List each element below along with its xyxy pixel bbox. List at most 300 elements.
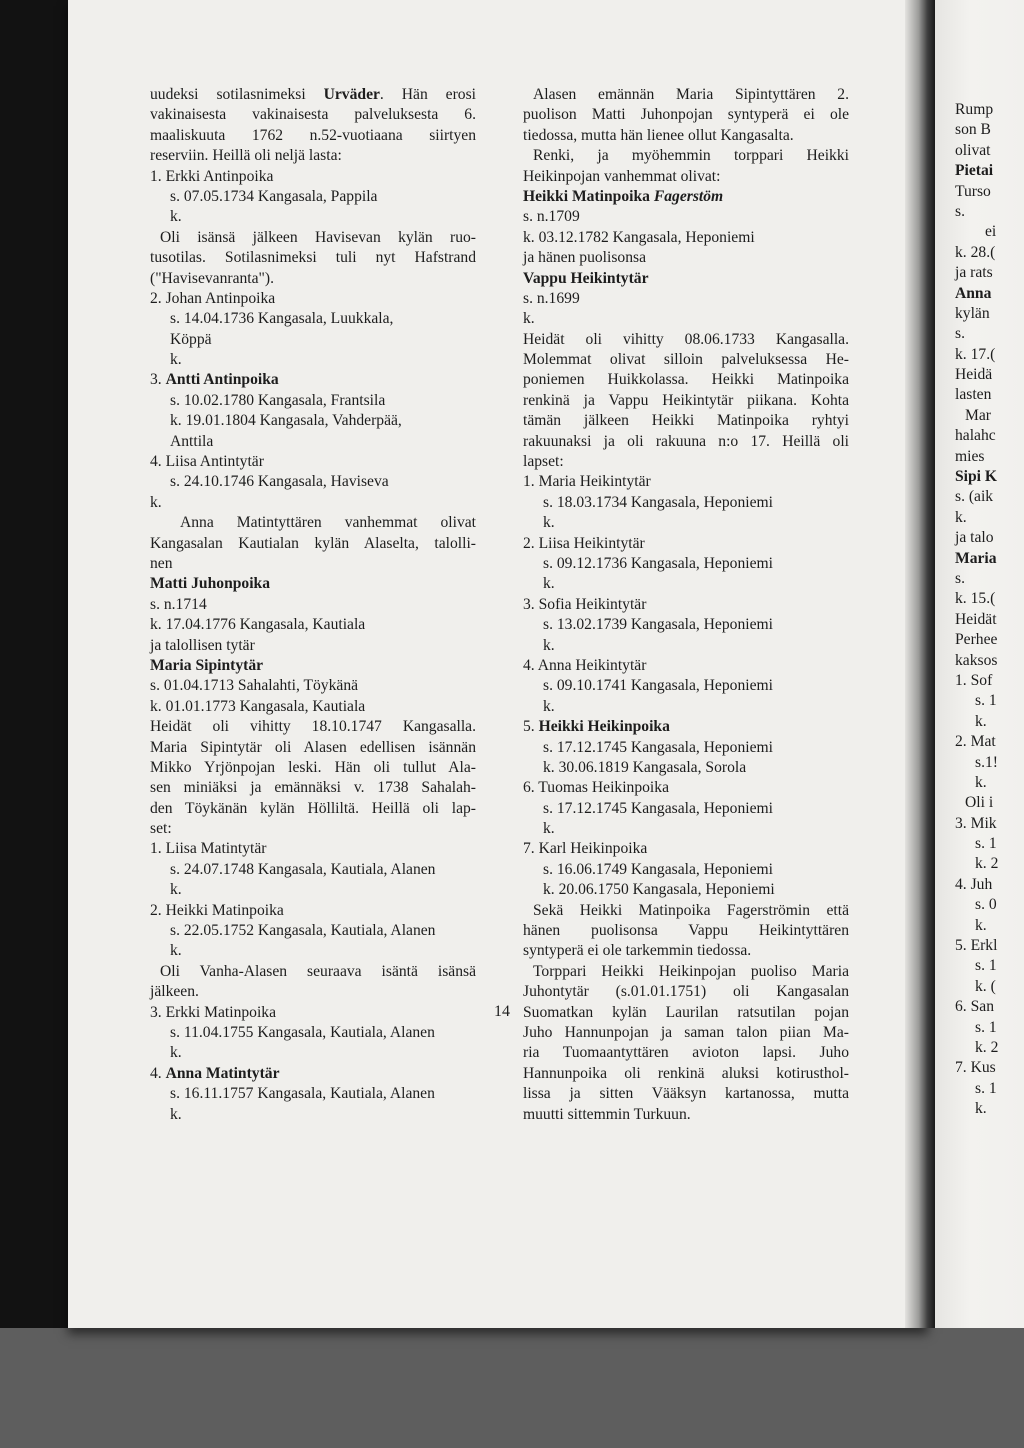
text-line — [955, 895, 1024, 915]
line-text: s. 22.05.1752 Kangasala, Kautiala, Alanen — [170, 922, 436, 940]
text-line — [955, 487, 1024, 507]
bold-name: Maria Sipintytär — [150, 656, 264, 674]
line-text: Köppä — [170, 330, 212, 348]
text-line — [523, 799, 849, 819]
text-line — [150, 717, 476, 737]
text-line — [523, 982, 849, 1002]
text-column-left — [150, 85, 476, 1125]
line-text: k. — [543, 514, 555, 532]
line-text: poniemen Huikkolassa. Heikki Matinpoika — [523, 371, 849, 389]
text-line — [523, 860, 849, 880]
line-text: 2. Heikki Matinpoika — [150, 901, 284, 919]
text-line — [150, 636, 476, 656]
line-text: 7. Karl Heikinpoika — [523, 840, 648, 858]
text-line — [523, 880, 849, 900]
text-line — [955, 651, 1024, 671]
line-text: ei — [985, 223, 997, 241]
line-text: k. 15.( — [955, 590, 996, 608]
line-text: set: — [150, 820, 172, 838]
line-text: 4. Liisa Antintytär — [150, 453, 264, 471]
text-line — [523, 126, 849, 146]
text-line — [523, 85, 849, 105]
line-text: Heidät — [955, 610, 997, 628]
line-text: 3. Erkki Matinpoika — [150, 1003, 277, 1021]
line-text: Kangasalan Kautialan kylän Alaselta, talolli- — [150, 534, 476, 552]
line-text: s. 13.02.1739 Kangasala, Heponiemi — [543, 616, 773, 634]
line-text: k. 28.( — [955, 243, 996, 261]
line-text: k. 17.04.1776 Kangasala, Kautiala — [150, 616, 366, 634]
text-line — [955, 406, 1024, 426]
line-text: Maria Sipintytär oli Alasen edellisen isännän — [150, 738, 476, 756]
line-text: s. n.1709 — [523, 208, 580, 226]
text-line — [955, 793, 1024, 813]
text-line — [523, 309, 849, 329]
text-line — [523, 574, 849, 594]
line-text: s. 0 — [975, 896, 997, 914]
text-line — [955, 1018, 1024, 1038]
text-line — [955, 549, 1024, 569]
line-text: s. n.1714 — [150, 595, 207, 613]
line-text: ja rats — [955, 264, 993, 282]
line-text: s. n.1699 — [523, 289, 580, 307]
line-text: sen miniäksi ja emännäksi v. 1738 Sahalah- — [150, 779, 476, 797]
line-text: k. 20.06.1750 Kangasala, Heponiemi — [543, 881, 775, 899]
text-line — [955, 182, 1024, 202]
text-line — [150, 370, 476, 390]
bold-name: Antti Antinpoika — [165, 371, 279, 389]
text-line — [523, 472, 849, 492]
text-line — [523, 330, 849, 350]
text-line — [150, 289, 476, 309]
text-line — [150, 819, 476, 839]
line-text: k. — [150, 493, 162, 511]
line-text: s. 1 — [975, 835, 997, 853]
line-text: 1. Sof — [955, 671, 993, 689]
text-line — [955, 814, 1024, 834]
page-number: 14 — [494, 1003, 510, 1020]
text-line — [955, 161, 1024, 181]
text-line — [150, 574, 476, 594]
line-text: Turso — [955, 182, 991, 200]
line-text: 4. Anna Heikintytär — [523, 656, 647, 674]
line-text-tail: . Hän erosi — [379, 86, 476, 103]
line-text: k. — [975, 773, 987, 791]
line-text: 2. Mat — [955, 733, 996, 751]
text-line — [150, 269, 476, 289]
line-text: k. — [170, 881, 182, 899]
line-text: Heidät oli vihitty 18.10.1747 Kangasalla. — [150, 718, 476, 736]
text-line — [523, 554, 849, 574]
text-line — [150, 187, 476, 207]
text-line — [523, 391, 849, 411]
line-text: jälkeen. — [150, 983, 199, 1001]
text-line — [955, 854, 1024, 874]
line-text: s. 09.12.1736 Kangasala, Heponiemi — [543, 554, 773, 572]
text-line — [150, 595, 476, 615]
text-line — [523, 513, 849, 533]
text-line — [150, 982, 476, 1002]
text-column-facing — [955, 100, 1024, 1120]
line-text: ria Tuomaantyttären avioton lapsi. Juho — [523, 1044, 849, 1062]
bold-name: Pietai — [955, 162, 994, 180]
text-line — [150, 799, 476, 819]
line-text: nen — [150, 554, 173, 572]
text-column-middle — [523, 85, 849, 1125]
text-line — [523, 738, 849, 758]
text-line — [955, 589, 1024, 609]
text-line — [150, 513, 476, 533]
text-line — [955, 834, 1024, 854]
text-line — [523, 819, 849, 839]
text-line — [955, 141, 1024, 161]
text-line — [150, 941, 476, 961]
text-line — [955, 426, 1024, 446]
line-text: k. — [543, 697, 555, 715]
line-text: 2. Johan Antinpoika — [150, 289, 276, 307]
line-text: Oli isänsä jälkeen Havisevan kylän ruo- — [160, 228, 476, 246]
line-text: ja talollisen tytär — [150, 636, 255, 654]
text-line — [150, 1064, 476, 1084]
line-text: s. 17.12.1745 Kangasala, Heponiemi — [543, 799, 773, 817]
text-line — [150, 493, 476, 513]
text-line — [523, 228, 849, 248]
text-line — [955, 120, 1024, 140]
text-line — [955, 712, 1024, 732]
line-text: k. 03.12.1782 Kangasala, Heponiemi — [523, 228, 755, 246]
text-line — [150, 1043, 476, 1063]
line-text: s. 01.04.1713 Sahalahti, Töykänä — [150, 677, 359, 695]
line-text: Anna Matintyttären vanhemmat olivat — [180, 514, 476, 532]
text-line — [955, 508, 1024, 528]
text-line — [150, 248, 476, 268]
text-line — [150, 860, 476, 880]
text-line — [955, 936, 1024, 956]
line-text: Torppari Heikki Heikinpojan puoliso Maria — [533, 962, 849, 980]
text-line — [523, 207, 849, 227]
line-text: 3. Mik — [955, 814, 997, 832]
text-line — [955, 263, 1024, 283]
text-line — [523, 1023, 849, 1043]
bold-name: Anna — [955, 284, 992, 302]
line-text: Anttila — [170, 432, 214, 450]
line-text: s. 11.04.1755 Kangasala, Kautiala, Alanen — [170, 1023, 435, 1041]
line-text: k. 30.06.1819 Kangasala, Sorola — [543, 758, 747, 776]
text-line — [150, 738, 476, 758]
text-line — [955, 610, 1024, 630]
line-text: mies — [955, 447, 985, 465]
line-text: halahc — [955, 427, 996, 445]
line-text: s. 1 — [975, 1018, 997, 1036]
text-line — [150, 472, 476, 492]
bold-name: Maria — [955, 549, 997, 567]
line-text: k. 19.01.1804 Kangasala, Vahderpää, — [170, 412, 402, 430]
text-line — [523, 289, 849, 309]
text-line — [150, 126, 476, 146]
text-line — [150, 391, 476, 411]
text-line — [523, 901, 849, 921]
line-text: Sekä Heikki Matinpoika Fagerströmin että — [533, 901, 849, 919]
text-line — [955, 100, 1024, 120]
line-text: tämän jälkeen Heikki Matinpoika ryhtyi — [523, 412, 849, 430]
text-line — [523, 1064, 849, 1084]
text-line — [150, 452, 476, 472]
text-line — [523, 411, 849, 431]
text-line — [955, 222, 1024, 242]
text-line — [150, 758, 476, 778]
line-text: Mar — [965, 406, 991, 424]
text-line — [150, 411, 476, 431]
line-text: rakuunaksi ja oli rakuuna n:o 17. Heillä oli — [523, 432, 849, 450]
text-line — [150, 962, 476, 982]
line-text: 5. Erkl — [955, 937, 998, 955]
text-line — [150, 309, 476, 329]
line-text: k. — [975, 1100, 987, 1118]
line-text: Molemmat olivat silloin palveluksessa He- — [523, 351, 849, 369]
text-line — [955, 753, 1024, 773]
text-line — [955, 1038, 1024, 1058]
line-text: 3. — [150, 371, 166, 389]
text-line — [955, 671, 1024, 691]
text-line — [523, 595, 849, 615]
line-text: s. 07.05.1734 Kangasala, Pappila — [170, 187, 378, 205]
text-line — [523, 167, 849, 187]
line-text: k. — [975, 712, 987, 730]
text-line — [523, 921, 849, 941]
line-text: k. — [955, 508, 967, 526]
line-text: renkinä ja Vappu Heikintytär piikana. Kohta — [523, 391, 849, 409]
line-text: k. — [975, 916, 987, 934]
line-text: 5. — [523, 718, 539, 736]
text-line — [150, 778, 476, 798]
line-text: uudeksi sotilasnimeksi — [150, 86, 324, 103]
text-line — [955, 1099, 1024, 1119]
text-line — [150, 880, 476, 900]
line-text: 6. Tuomas Heikinpoika — [523, 779, 669, 797]
text-line — [523, 350, 849, 370]
line-text: ja talo — [955, 529, 994, 547]
line-text: kaksos — [955, 651, 998, 669]
line-text: vakinaisesta vakinaisesta palveluksesta 6. — [150, 106, 476, 124]
line-text: Heidä — [955, 366, 993, 384]
text-line — [150, 85, 476, 105]
line-text: s. — [955, 325, 965, 343]
line-text: k. — [170, 1105, 182, 1123]
line-text: 4. — [150, 1064, 166, 1082]
text-line — [523, 269, 849, 289]
line-text: maaliskuuta 1762 n.52-vuotiaana siirtyen — [150, 126, 476, 144]
text-line — [955, 528, 1024, 548]
line-text: s. 09.10.1741 Kangasala, Heponiemi — [543, 677, 773, 695]
text-line — [955, 977, 1024, 997]
line-text: s. 1 — [975, 957, 997, 975]
text-line — [955, 916, 1024, 936]
text-line — [523, 697, 849, 717]
text-line — [955, 243, 1024, 263]
line-text: 1. Maria Heikintytär — [523, 473, 651, 491]
bold-name: Heikki Matinpoika — [523, 187, 654, 205]
line-text: s.1! — [975, 753, 998, 771]
text-line — [523, 839, 849, 859]
text-line — [955, 1058, 1024, 1078]
text-line — [523, 493, 849, 513]
text-line — [523, 432, 849, 452]
text-line — [150, 839, 476, 859]
text-line — [150, 228, 476, 248]
line-text: Hannunpoika oli renkinä aluksi kotirusthol- — [523, 1064, 849, 1082]
line-text: k. — [170, 1044, 182, 1062]
text-line — [955, 324, 1024, 344]
line-text: ja hänen puolisonsa — [523, 249, 646, 267]
line-text: k. 2 — [975, 855, 999, 873]
line-text: s. 14.04.1736 Kangasala, Luukkala, — [170, 310, 394, 328]
line-text: k. 17.( — [955, 345, 996, 363]
line-text: ("Havisevanranta"). — [150, 269, 274, 287]
text-line — [150, 534, 476, 554]
text-line — [955, 467, 1024, 487]
line-text: puolison Matti Juhonpojan syntyperä ei ole — [523, 106, 849, 124]
text-line — [523, 676, 849, 696]
line-text: s. 10.02.1780 Kangasala, Frantsila — [170, 391, 386, 409]
bold-name: Sipi K — [955, 468, 998, 486]
text-line — [150, 207, 476, 227]
text-line — [150, 697, 476, 717]
text-line — [150, 1003, 476, 1023]
text-line — [523, 1043, 849, 1063]
line-text: k. — [543, 575, 555, 593]
line-text: s. 24.07.1748 Kangasala, Kautiala, Alanen — [170, 860, 436, 878]
scanner-bed — [0, 1328, 1024, 1448]
line-text: s. (aik — [955, 488, 994, 506]
line-text: lissa ja sitten Vääksyn kartanossa, mutta — [523, 1085, 849, 1103]
line-text: k. — [170, 351, 182, 369]
line-text: Mikko Yrjönpojan leski. Hän oli tullut Ala- — [150, 758, 476, 776]
line-text: olivat — [955, 141, 991, 159]
text-line — [150, 554, 476, 574]
text-line — [955, 1079, 1024, 1099]
line-text: s. 17.12.1745 Kangasala, Heponiemi — [543, 738, 773, 756]
text-line — [150, 921, 476, 941]
line-text: Perhee — [955, 631, 998, 649]
line-text: 4. Juh — [955, 875, 993, 893]
text-line — [150, 656, 476, 676]
line-text: tiedossa, mutta hän lienee ollut Kangasalta. — [523, 126, 794, 144]
line-text: tusotilas. Sotilasnimeksi tuli nyt Hafstrand — [150, 249, 476, 267]
text-line — [523, 1105, 849, 1125]
text-line — [150, 432, 476, 452]
line-text: den Töykänän kylän Hölliltä. Heillä oli lap- — [150, 799, 476, 817]
line-text: k. 01.01.1773 Kangasala, Kautiala — [150, 697, 366, 715]
text-line — [955, 630, 1024, 650]
text-line — [523, 248, 849, 268]
bold-name: Urväder — [323, 86, 380, 103]
line-text: kylän — [955, 304, 990, 322]
line-text: k. — [543, 820, 555, 838]
text-line — [523, 1084, 849, 1104]
text-line — [523, 1003, 849, 1023]
text-line — [955, 365, 1024, 385]
line-text: Heidät oli vihitty 08.06.1733 Kangasalla. — [523, 330, 849, 348]
line-text: 6. San — [955, 998, 994, 1016]
text-line — [150, 1023, 476, 1043]
text-line — [523, 758, 849, 778]
text-line — [523, 636, 849, 656]
line-text: s. 1 — [975, 692, 997, 710]
scan-border-left — [0, 0, 68, 1448]
text-line — [523, 534, 849, 554]
text-line — [523, 778, 849, 798]
text-line — [523, 717, 849, 737]
line-text: 1. Liisa Matintytär — [150, 840, 267, 858]
line-text: k. ( — [975, 977, 996, 995]
line-text: 3. Sofia Heikintytär — [523, 595, 647, 613]
line-text: Oli i — [965, 794, 994, 812]
line-text: s. 24.10.1746 Kangasala, Haviseva — [170, 473, 389, 491]
line-text: Juhontytär (s.01.01.1751) oli Kangasalan — [523, 983, 849, 1001]
text-line — [150, 1105, 476, 1125]
bold-name: Vappu Heikintytär — [523, 269, 649, 287]
text-line — [150, 146, 476, 166]
text-line — [523, 105, 849, 125]
text-line — [955, 304, 1024, 324]
line-text: 7. Kus — [955, 1059, 996, 1077]
text-line — [955, 956, 1024, 976]
text-line — [523, 962, 849, 982]
line-text: k. — [170, 208, 182, 226]
text-line — [150, 615, 476, 635]
text-line — [150, 105, 476, 125]
text-line — [523, 452, 849, 472]
bold-name: Anna Matintytär — [165, 1064, 280, 1082]
bold-italic-name: Fagerstöm — [653, 187, 724, 205]
text-line — [955, 732, 1024, 752]
line-text: s. 16.06.1749 Kangasala, Heponiemi — [543, 860, 773, 878]
text-line — [523, 615, 849, 635]
line-text: Heikinpojan vanhemmat olivat: — [523, 167, 721, 185]
text-line — [523, 656, 849, 676]
text-line — [955, 447, 1024, 467]
text-line — [523, 146, 849, 166]
text-line — [150, 1084, 476, 1104]
text-line — [150, 330, 476, 350]
line-text: k. — [523, 310, 535, 328]
text-line — [955, 773, 1024, 793]
text-line — [523, 941, 849, 961]
line-text: Juho Hannunpojan ja saman talon piian Ma- — [523, 1023, 849, 1041]
text-line — [955, 875, 1024, 895]
line-text: lapset: — [523, 453, 564, 471]
line-text: k. — [170, 942, 182, 960]
line-text: s. — [955, 569, 965, 587]
text-line — [955, 569, 1024, 589]
text-line — [150, 676, 476, 696]
text-line — [150, 350, 476, 370]
text-line — [955, 997, 1024, 1017]
text-line — [150, 901, 476, 921]
line-text: Renki, ja myöhemmin torppari Heikki — [533, 147, 849, 165]
line-text: lasten — [955, 386, 992, 404]
line-text: s. 18.03.1734 Kangasala, Heponiemi — [543, 493, 773, 511]
facing-page — [935, 0, 1024, 1328]
text-line — [955, 385, 1024, 405]
text-line — [523, 370, 849, 390]
text-line — [150, 167, 476, 187]
bold-name: Heikki Heikinpoika — [538, 718, 670, 736]
line-text: Alasen emännän Maria Sipintyttären 2. — [533, 86, 849, 103]
book-gutter — [905, 0, 935, 1328]
line-text: 2. Liisa Heikintytär — [523, 534, 645, 552]
line-text: 1. Erkki Antinpoika — [150, 167, 274, 185]
line-text: muutti sittemmin Turkuun. — [523, 1105, 691, 1123]
